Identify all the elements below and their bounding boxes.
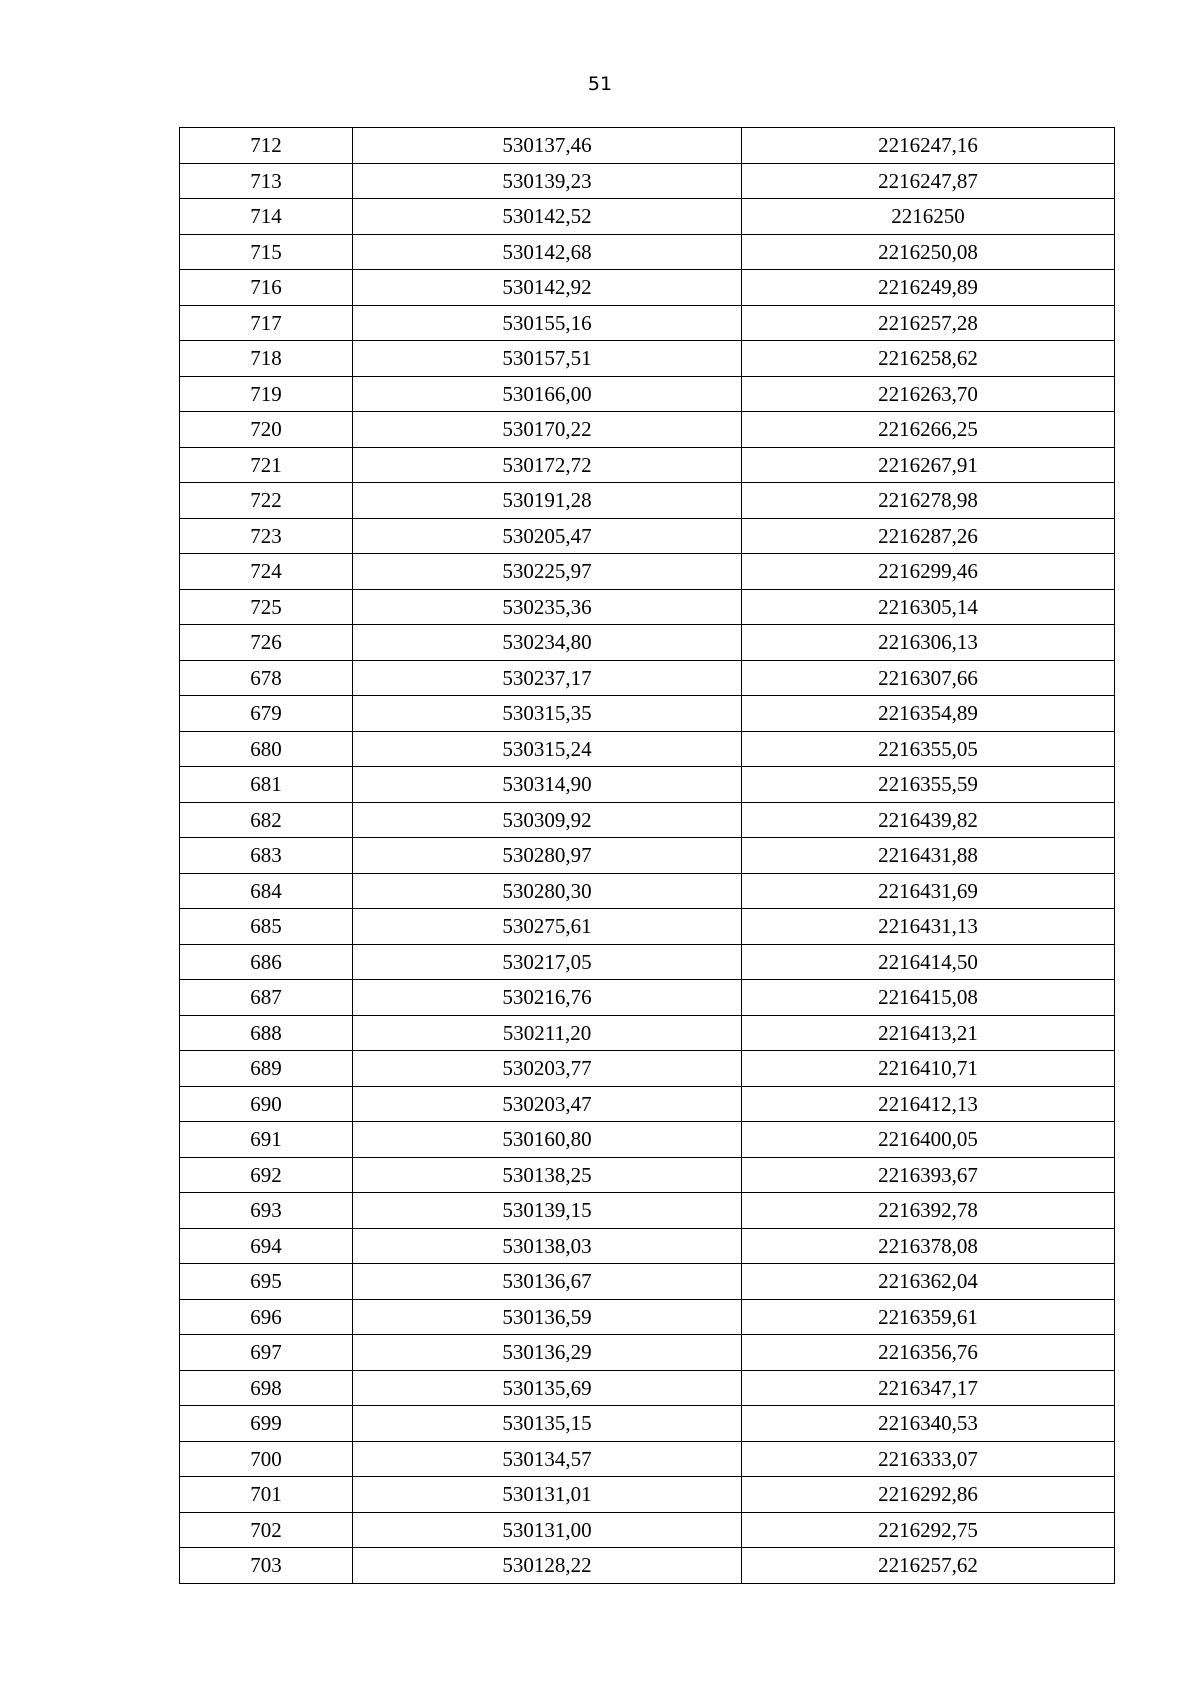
y-coordinate-cell: 2216305,14 — [742, 589, 1115, 625]
x-coordinate-cell: 530142,52 — [353, 199, 742, 235]
x-coordinate-cell: 530203,47 — [353, 1086, 742, 1122]
point-number-cell: 683 — [180, 838, 353, 874]
table-row — [180, 376, 1115, 412]
x-coordinate-cell: 530172,72 — [353, 447, 742, 483]
y-coordinate-cell: 2216414,50 — [742, 944, 1115, 980]
table-row — [180, 944, 1115, 980]
point-number-cell: 719 — [180, 376, 353, 412]
point-number-cell: 725 — [180, 589, 353, 625]
point-number-cell: 716 — [180, 270, 353, 306]
x-coordinate-cell: 530280,97 — [353, 838, 742, 874]
x-coordinate-cell: 530314,90 — [353, 767, 742, 803]
table-row — [180, 1086, 1115, 1122]
point-number-cell: 703 — [180, 1548, 353, 1584]
point-number-cell: 682 — [180, 802, 353, 838]
x-coordinate-cell: 530138,25 — [353, 1157, 742, 1193]
point-number-cell: 723 — [180, 518, 353, 554]
table-row — [180, 1157, 1115, 1193]
x-coordinate-cell: 530235,36 — [353, 589, 742, 625]
table-row — [180, 1193, 1115, 1229]
y-coordinate-cell: 2216415,08 — [742, 980, 1115, 1016]
x-coordinate-cell: 530134,57 — [353, 1441, 742, 1477]
table-row — [180, 1228, 1115, 1264]
y-coordinate-cell: 2216431,13 — [742, 909, 1115, 945]
y-coordinate-cell: 2216250,08 — [742, 234, 1115, 270]
point-number-cell: 697 — [180, 1335, 353, 1371]
y-coordinate-cell: 2216392,78 — [742, 1193, 1115, 1229]
x-coordinate-cell: 530217,05 — [353, 944, 742, 980]
point-number-cell: 695 — [180, 1264, 353, 1300]
y-coordinate-cell: 2216359,61 — [742, 1299, 1115, 1335]
table-row — [180, 1512, 1115, 1548]
x-coordinate-cell: 530315,24 — [353, 731, 742, 767]
table-row — [180, 1406, 1115, 1442]
x-coordinate-cell: 530128,22 — [353, 1548, 742, 1584]
x-coordinate-cell: 530237,17 — [353, 660, 742, 696]
table-row — [180, 696, 1115, 732]
point-number-cell: 684 — [180, 873, 353, 909]
point-number-cell: 726 — [180, 625, 353, 661]
point-number-cell: 698 — [180, 1370, 353, 1406]
y-coordinate-cell: 2216292,86 — [742, 1477, 1115, 1513]
table-row — [180, 483, 1115, 519]
x-coordinate-cell: 530137,46 — [353, 128, 742, 164]
x-coordinate-cell: 530309,92 — [353, 802, 742, 838]
y-coordinate-cell: 2216412,13 — [742, 1086, 1115, 1122]
table-row — [180, 1370, 1115, 1406]
point-number-cell: 681 — [180, 767, 353, 803]
y-coordinate-cell: 2216333,07 — [742, 1441, 1115, 1477]
table-row — [180, 1264, 1115, 1300]
y-coordinate-cell: 2216249,89 — [742, 270, 1115, 306]
table-row — [180, 589, 1115, 625]
x-coordinate-cell: 530216,76 — [353, 980, 742, 1016]
y-coordinate-cell: 2216355,59 — [742, 767, 1115, 803]
point-number-cell: 692 — [180, 1157, 353, 1193]
point-number-cell: 693 — [180, 1193, 353, 1229]
table-row — [180, 767, 1115, 803]
point-number-cell: 721 — [180, 447, 353, 483]
y-coordinate-cell: 2216306,13 — [742, 625, 1115, 661]
point-number-cell: 678 — [180, 660, 353, 696]
x-coordinate-cell: 530142,68 — [353, 234, 742, 270]
y-coordinate-cell: 2216267,91 — [742, 447, 1115, 483]
page-number: 51 — [587, 73, 613, 95]
y-coordinate-cell: 2216439,82 — [742, 802, 1115, 838]
y-coordinate-cell: 2216413,21 — [742, 1015, 1115, 1051]
x-coordinate-cell: 530131,01 — [353, 1477, 742, 1513]
x-coordinate-cell: 530166,00 — [353, 376, 742, 412]
point-number-cell: 712 — [180, 128, 353, 164]
x-coordinate-cell: 530142,92 — [353, 270, 742, 306]
y-coordinate-cell: 2216431,88 — [742, 838, 1115, 874]
table-row — [180, 1548, 1115, 1584]
x-coordinate-cell: 530155,16 — [353, 305, 742, 341]
table-row — [180, 1051, 1115, 1087]
table-row — [180, 1122, 1115, 1158]
y-coordinate-cell: 2216362,04 — [742, 1264, 1115, 1300]
y-coordinate-cell: 2216431,69 — [742, 873, 1115, 909]
point-number-cell: 722 — [180, 483, 353, 519]
table-row — [180, 802, 1115, 838]
x-coordinate-cell: 530131,00 — [353, 1512, 742, 1548]
y-coordinate-cell: 2216410,71 — [742, 1051, 1115, 1087]
x-coordinate-cell: 530234,80 — [353, 625, 742, 661]
x-coordinate-cell: 530205,47 — [353, 518, 742, 554]
table-row — [180, 341, 1115, 377]
y-coordinate-cell: 2216400,05 — [742, 1122, 1115, 1158]
point-number-cell: 688 — [180, 1015, 353, 1051]
x-coordinate-cell: 530170,22 — [353, 412, 742, 448]
y-coordinate-cell: 2216393,67 — [742, 1157, 1115, 1193]
y-coordinate-cell: 2216263,70 — [742, 376, 1115, 412]
point-number-cell: 713 — [180, 163, 353, 199]
table-row — [180, 518, 1115, 554]
y-coordinate-cell: 2216258,62 — [742, 341, 1115, 377]
point-number-cell: 694 — [180, 1228, 353, 1264]
x-coordinate-cell: 530315,35 — [353, 696, 742, 732]
y-coordinate-cell: 2216266,25 — [742, 412, 1115, 448]
x-coordinate-cell: 530139,23 — [353, 163, 742, 199]
point-number-cell: 700 — [180, 1441, 353, 1477]
table-row — [180, 731, 1115, 767]
y-coordinate-cell: 2216356,76 — [742, 1335, 1115, 1371]
point-number-cell: 701 — [180, 1477, 353, 1513]
y-coordinate-cell: 2216287,26 — [742, 518, 1115, 554]
table-row — [180, 270, 1115, 306]
coordinates-table-body — [180, 128, 1115, 1584]
table-row — [180, 412, 1115, 448]
point-number-cell: 699 — [180, 1406, 353, 1442]
x-coordinate-cell: 530135,15 — [353, 1406, 742, 1442]
y-coordinate-cell: 2216307,66 — [742, 660, 1115, 696]
point-number-cell: 696 — [180, 1299, 353, 1335]
table-row — [180, 163, 1115, 199]
table-row — [180, 1299, 1115, 1335]
y-coordinate-cell: 2216257,28 — [742, 305, 1115, 341]
y-coordinate-cell: 2216340,53 — [742, 1406, 1115, 1442]
point-number-cell: 720 — [180, 412, 353, 448]
table-row — [180, 1335, 1115, 1371]
table-row — [180, 447, 1115, 483]
point-number-cell: 686 — [180, 944, 353, 980]
point-number-cell: 702 — [180, 1512, 353, 1548]
table-row — [180, 838, 1115, 874]
y-coordinate-cell: 2216292,75 — [742, 1512, 1115, 1548]
table-row — [180, 128, 1115, 164]
point-number-cell: 715 — [180, 234, 353, 270]
point-number-cell: 689 — [180, 1051, 353, 1087]
x-coordinate-cell: 530211,20 — [353, 1015, 742, 1051]
y-coordinate-cell: 2216257,62 — [742, 1548, 1115, 1584]
table-row — [180, 980, 1115, 1016]
x-coordinate-cell: 530139,15 — [353, 1193, 742, 1229]
table-row — [180, 660, 1115, 696]
point-number-cell: 690 — [180, 1086, 353, 1122]
x-coordinate-cell: 530160,80 — [353, 1122, 742, 1158]
table-row — [180, 234, 1115, 270]
point-number-cell: 724 — [180, 554, 353, 590]
table-row — [180, 554, 1115, 590]
table-row — [180, 199, 1115, 235]
point-number-cell: 685 — [180, 909, 353, 945]
x-coordinate-cell: 530138,03 — [353, 1228, 742, 1264]
y-coordinate-cell: 2216355,05 — [742, 731, 1115, 767]
table-row — [180, 625, 1115, 661]
x-coordinate-cell: 530203,77 — [353, 1051, 742, 1087]
point-number-cell: 714 — [180, 199, 353, 235]
x-coordinate-cell: 530280,30 — [353, 873, 742, 909]
point-number-cell: 679 — [180, 696, 353, 732]
x-coordinate-cell: 530275,61 — [353, 909, 742, 945]
x-coordinate-cell: 530191,28 — [353, 483, 742, 519]
y-coordinate-cell: 2216354,89 — [742, 696, 1115, 732]
y-coordinate-cell: 2216247,87 — [742, 163, 1115, 199]
y-coordinate-cell: 2216247,16 — [742, 128, 1115, 164]
table-row — [180, 909, 1115, 945]
table-row — [180, 1477, 1115, 1513]
point-number-cell: 718 — [180, 341, 353, 377]
table-row — [180, 1441, 1115, 1477]
x-coordinate-cell: 530136,67 — [353, 1264, 742, 1300]
y-coordinate-cell: 2216378,08 — [742, 1228, 1115, 1264]
x-coordinate-cell: 530135,69 — [353, 1370, 742, 1406]
coordinates-table — [179, 127, 1115, 1584]
point-number-cell: 691 — [180, 1122, 353, 1158]
point-number-cell: 717 — [180, 305, 353, 341]
y-coordinate-cell: 2216347,17 — [742, 1370, 1115, 1406]
point-number-cell: 680 — [180, 731, 353, 767]
point-number-cell: 687 — [180, 980, 353, 1016]
x-coordinate-cell: 530136,29 — [353, 1335, 742, 1371]
x-coordinate-cell: 530157,51 — [353, 341, 742, 377]
table-row — [180, 1015, 1115, 1051]
table-row — [180, 873, 1115, 909]
y-coordinate-cell: 2216299,46 — [742, 554, 1115, 590]
table-row — [180, 305, 1115, 341]
x-coordinate-cell: 530225,97 — [353, 554, 742, 590]
y-coordinate-cell: 2216250 — [742, 199, 1115, 235]
x-coordinate-cell: 530136,59 — [353, 1299, 742, 1335]
y-coordinate-cell: 2216278,98 — [742, 483, 1115, 519]
